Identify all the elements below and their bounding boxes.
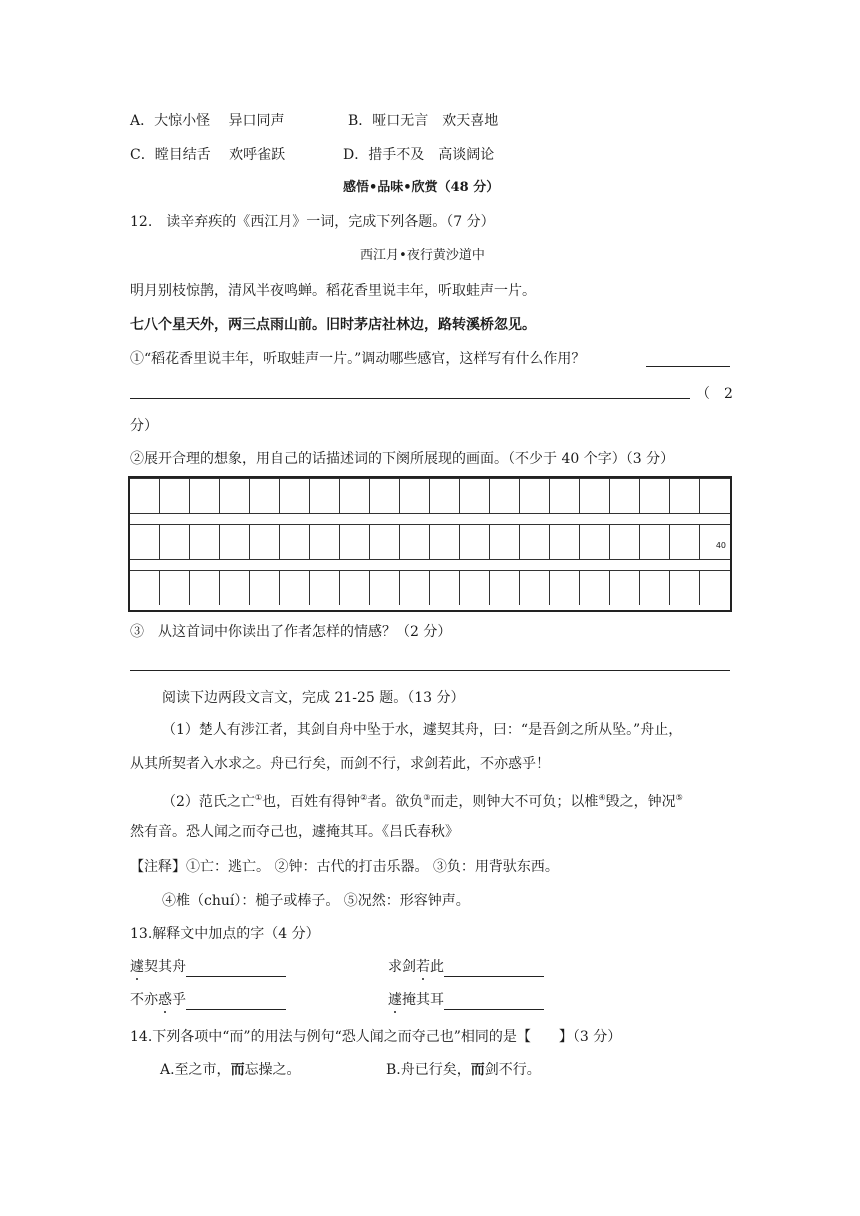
- passage-2-line-1: （2）范氏之亡①也，百姓有得钟②者。欲负③而走，则钟大不可负；以椎④毁之，钟况⑤: [162, 793, 683, 810]
- q13-item-1: 遽契其舟: [130, 957, 286, 977]
- writing-grid[interactable]: [128, 476, 732, 612]
- poem-title: 西江月•夜行黄沙道中: [360, 248, 485, 263]
- q14-option-a: A.至之市，而忘操之。: [160, 1062, 301, 1078]
- passage-1-line-2: 从其所契者入水求之。舟已行矣，而剑不行，求剑若此，不亦惑乎！: [130, 756, 550, 772]
- option-d: D．措手不及 高谈阔论: [343, 147, 495, 163]
- q13-item-3: 不亦惑乎: [130, 990, 286, 1010]
- section-title: 感悟•品味•欣赏（48 分）: [343, 180, 500, 195]
- answer-blank[interactable]: [186, 960, 286, 977]
- option-a: A．大惊小怪 异口同声: [130, 113, 285, 129]
- grid-row-2[interactable]: [130, 524, 730, 560]
- q13-item-4: 遽掩其耳: [388, 990, 544, 1010]
- answer-blank[interactable]: [186, 993, 286, 1010]
- grid-count-label: 40: [715, 541, 726, 550]
- q12-sub1: ①“稻花香里说丰年，听取蛙声一片。”调动哪些感官，这样写有什么作用？: [130, 351, 586, 367]
- answer-line[interactable]: [130, 398, 690, 399]
- answer-blank[interactable]: [444, 993, 544, 1010]
- poem-line-1: 明月别枝惊鹊，清风半夜鸣蝉。稻花香里说丰年，听取蛙声一片。: [130, 283, 536, 299]
- option-b: B．哑口无言 欢天喜地: [348, 113, 499, 129]
- passage-2-line-2: 然有音。恐人闻之而夺己也，遽掩其耳。《吕氏春秋》: [130, 824, 459, 840]
- notes-line-2: ④椎（chuí）：槌子或棒子。 ⑤况然：形容钟声。: [162, 893, 470, 909]
- answer-blank[interactable]: [444, 960, 544, 977]
- q14-option-b: B.舟已行矣，而剑不行。: [386, 1062, 541, 1078]
- q12-sub2: ②展开合理的想象，用自己的话描述词的下阕所展现的画面。（不少于 40 个字）（3 分）: [130, 451, 675, 467]
- passage-1-line-1: （1）楚人有涉江者，其剑自舟中坠于水，遽契其舟，曰：“是吾剑之所从坠。”舟止，: [162, 722, 683, 738]
- q12-stem: 12. 读辛弃疾的《西江月》一词，完成下列各题。（7 分）: [130, 214, 495, 230]
- reading-intro: 阅读下边两段文言文，完成 21-25 题。（13 分）: [162, 690, 465, 706]
- q13-item-2: 求剑若此: [388, 957, 544, 977]
- answer-line[interactable]: [130, 670, 730, 671]
- q13-stem: 13.解释文中加点的字（4 分）: [130, 926, 320, 942]
- q14-stem: 14.下列各项中“而”的用法与例句“恐人闻之而夺己也”相同的是【 】（3 分）: [130, 1029, 622, 1045]
- poem-line-2: 七八个星天外，两三点雨山前。旧时茅店社林边，路转溪桥忽见。: [130, 317, 536, 333]
- grid-row-3[interactable]: [130, 570, 730, 606]
- q12-sub1-score-cont: 分）: [130, 418, 158, 434]
- notes-line-1: 【注释】①亡：逃亡。 ②钟：古代的打击乐器。 ③负：用背驮东西。: [130, 859, 559, 875]
- option-c: C．瞠目结舌 欢呼雀跃: [130, 147, 286, 163]
- q12-sub3: ③ 从这首词中你读出了作者怎样的情感？（2 分）: [130, 624, 452, 640]
- answer-line[interactable]: [646, 366, 730, 367]
- q12-sub1-score: （ 2: [696, 386, 733, 402]
- grid-row-1[interactable]: [130, 478, 730, 514]
